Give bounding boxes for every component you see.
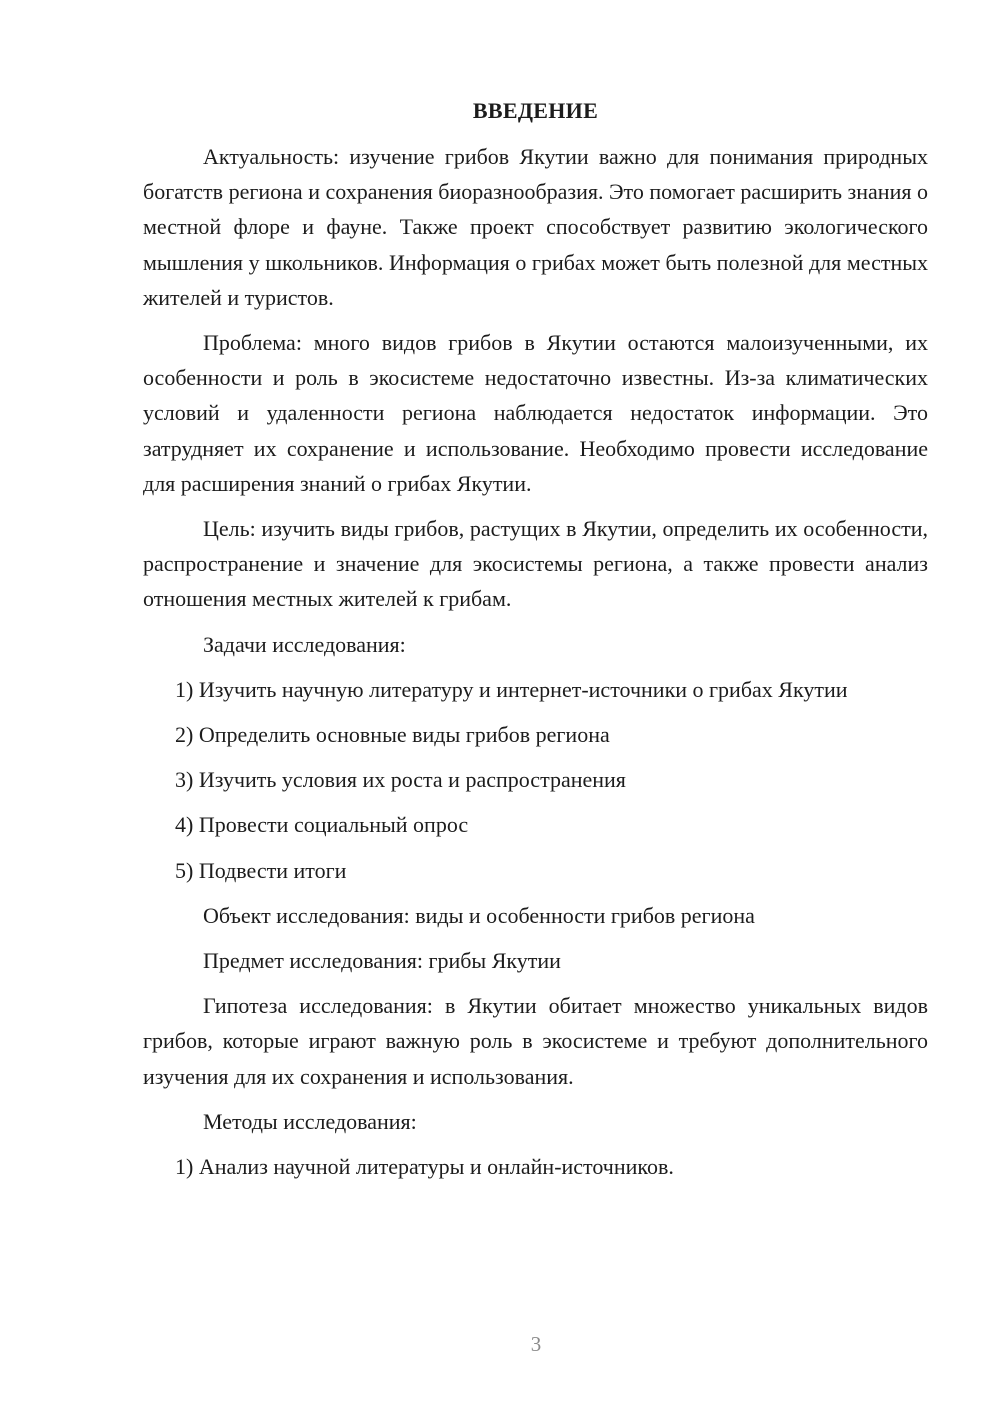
- page-title: ВВЕДЕНИЕ: [472, 98, 599, 123]
- list-item: 1) Изучить научную литературу и интернет-источники о грибах Якутии: [175, 676, 848, 702]
- hypothesis-paragraph: Гипотеза исследования: в Якутии обитает множество уникальных видов грибов, которые играют важную роль в экосистеме и требуют дополнительного изучения для их сохранения и использования.: [143, 993, 928, 1089]
- problem-paragraph: Проблема: много видов грибов в Якутии остаются малоизученными, их особенности и роль в экосистеме недостаточно известны. Из-за климатических условий и удаленности региона наблюдается недостаток информации. Это затрудняет их сохранение и использование. Необходимо провести исследование для расширения знаний о грибах Якутии.: [143, 330, 928, 496]
- tasks-heading: Задачи исследования:: [203, 631, 406, 657]
- document-page: [143, 95, 928, 1194]
- tasks-list: [143, 672, 928, 888]
- relevance-paragraph: Актуальность: изучение грибов Якутии важно для понимания природных богатств региона и сохранения биоразнообразия. Это помогает расширить знания о местной флоре и фауне. Также проект способствует развитию экологического мышления у школьников. Информация о грибах может быть полезной для местных жителей и туристов.: [143, 144, 928, 310]
- methods-list: [143, 1149, 928, 1184]
- subject-line: Предмет исследования: грибы Якутии: [203, 948, 561, 974]
- goal-paragraph: Цель: изучить виды грибов, растущих в Якутии, определить их особенности, распространение и значение для экосистемы региона, а также провести анализ отношения местных жителей к грибам.: [143, 516, 928, 612]
- page-number: 3: [530, 1332, 542, 1356]
- list-item: 1) Анализ научной литературы и онлайн-источников.: [175, 1154, 674, 1180]
- object-line: Объект исследования: виды и особенности грибов региона: [203, 902, 755, 928]
- list-item: 2) Определить основные виды грибов региона: [175, 722, 610, 748]
- list-item: 4) Провести социальный опрос: [175, 812, 469, 838]
- list-item: 3) Изучить условия их роста и распространения: [175, 767, 626, 793]
- list-item: 5) Подвести итоги: [175, 857, 347, 883]
- methods-heading: Методы исследования:: [203, 1108, 417, 1134]
